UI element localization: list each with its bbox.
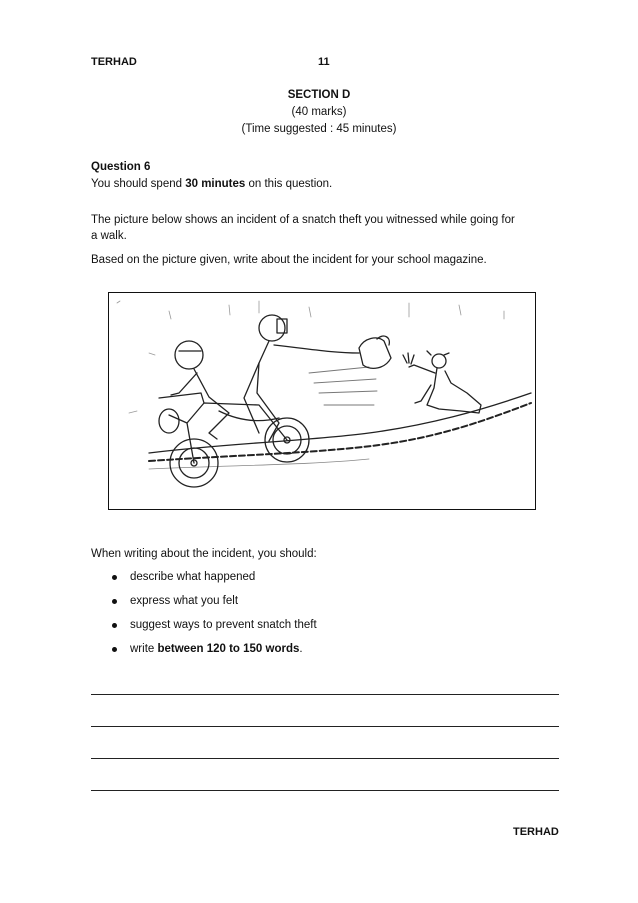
task-instruction: Based on the picture given, write about the incident for your school magazine.	[91, 254, 487, 266]
intro-line-1: The picture below shows an incident of a snatch theft you witnessed while going for	[91, 214, 515, 226]
word-count-bold: between 120 to 150 words	[157, 643, 300, 655]
bullet-icon	[112, 599, 117, 604]
answer-line[interactable]	[91, 790, 559, 791]
footer-classification: TERHAD	[513, 826, 559, 838]
time-instruction-suffix: on this question.	[245, 178, 333, 190]
guidance-item-suffix: .	[299, 643, 303, 655]
snatch-theft-drawing	[109, 293, 535, 509]
section-marks: (40 marks)	[291, 106, 347, 118]
guidance-item-text: suggest ways to prevent snatch theft	[130, 619, 317, 631]
bullet-icon	[112, 575, 117, 580]
guidance-item-prefix: write	[130, 643, 158, 655]
time-instruction-prefix: You should spend	[91, 178, 186, 190]
intro-line-2: a walk.	[91, 230, 127, 242]
bullet-icon	[112, 623, 117, 628]
guidance-item-text: express what you felt	[130, 595, 239, 607]
page-number: 11	[318, 56, 330, 68]
guidance-list	[109, 570, 317, 666]
guidance-item	[109, 642, 317, 666]
time-instruction-bold: 30 minutes	[185, 178, 246, 190]
section-time: (Time suggested : 45 minutes)	[241, 123, 397, 135]
answer-line[interactable]	[91, 758, 559, 759]
snatch-theft-illustration	[108, 292, 536, 510]
section-title: SECTION D	[287, 89, 351, 101]
header-classification: TERHAD	[91, 56, 137, 68]
question-label: Question 6	[91, 161, 151, 173]
bullet-icon	[112, 647, 117, 652]
guidance-item	[109, 618, 317, 642]
guidance-lead: When writing about the incident, you should:	[91, 548, 317, 560]
answer-line[interactable]	[91, 726, 559, 727]
guidance-item	[109, 594, 317, 618]
time-instruction	[91, 177, 332, 192]
guidance-item	[109, 570, 317, 594]
answer-line[interactable]	[91, 694, 559, 695]
guidance-item-text: describe what happened	[130, 571, 256, 583]
